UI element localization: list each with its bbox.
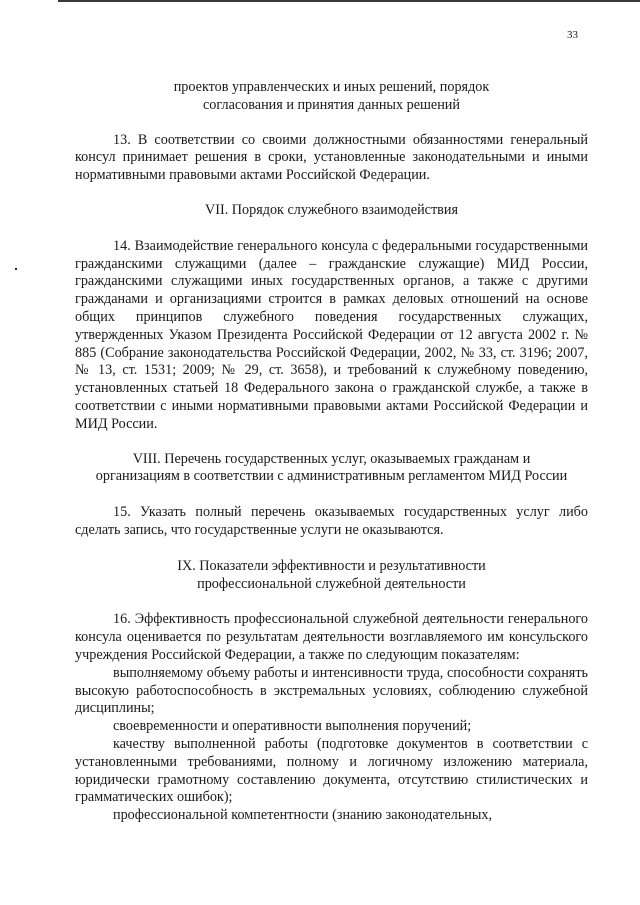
- indicator-item: выполняемому объему работы и интенсивности труда, способности сохранять высокую работоспособность в экстремальных условиях, соблюдению служебной дисциплины;: [75, 664, 588, 717]
- scan-speck: [15, 268, 17, 270]
- indicator-item: своевременности и оперативности выполнения поручений;: [113, 718, 472, 735]
- header-line-1: проектов управленческих и иных решений, порядок: [173, 79, 490, 95]
- paragraph-14: 14. Взаимодействие генерального консула с федеральными государственными гражданскими служащими (далее – гражданские служащие) МИД России, гражданскими служащими иных государственных органов, а также с другими гражданами и организациями строится в рамках деловых отношений на основе общих принципов служебного поведения государственных служащих, утвержденных Указом Президента Российской Федерации от 12 августа 2002 г. № 885 (Собрание законодательства Российской Федерации, 2002, № 33, ст. 3196; 2007, № 13, ст. 1531; 2009; № 29, ст. 3658), и требований к служебному поведению, установленных статьей 18 Федерального закона о гражданской службе, а также в соответствии с иными нормативными правовыми актами Российской Федерации и МИД России.: [75, 237, 588, 432]
- indicator-item: профессиональной компетентности (знанию законодательных,: [113, 807, 493, 824]
- paragraph-15: 15. Указать полный перечень оказываемых государственных услуг либо сделать запись, что государственные услуги не оказываются.: [75, 504, 588, 538]
- document-body: [75, 79, 588, 825]
- section-7-title: VII. Порядок служебного взаимодействия: [205, 201, 458, 218]
- section-9-title-line-1: IX. Показатели эффективности и результативности: [177, 557, 486, 574]
- page-number: 33: [567, 29, 578, 41]
- section-8-title-line-1: VIII. Перечень государственных услуг, оказываемых гражданам и: [132, 450, 531, 467]
- section-8-title-line-2: организациям в соответствии с административным регламентом МИД России: [95, 468, 568, 485]
- indicator-item: качеству выполненной работы (подготовке документов в соответствии с установленными требованиями, полному и логичному изложению материала, юридически грамотному составлению документа, отсутствию стилистических и грамматических ошибок);: [75, 735, 588, 806]
- header-line-2: согласования и принятия данных решений: [203, 96, 460, 113]
- scan-top-edge: [58, 0, 640, 2]
- section-9-title-line-2: профессиональной служебной деятельности: [197, 575, 466, 592]
- paragraph-16: 16. Эффективность профессиональной служебной деятельности генерального консула оценивается по результатам деятельности возглавляемого им консульского учреждения Российской Федерации, а также по следующим показателям:: [75, 611, 588, 663]
- paragraph-13: 13. В соответствии со своими должностными обязанностями генеральный консул принимает решения в сроки, установленные законодательными и иными нормативными правовыми актами Российской Федерации.: [75, 131, 588, 184]
